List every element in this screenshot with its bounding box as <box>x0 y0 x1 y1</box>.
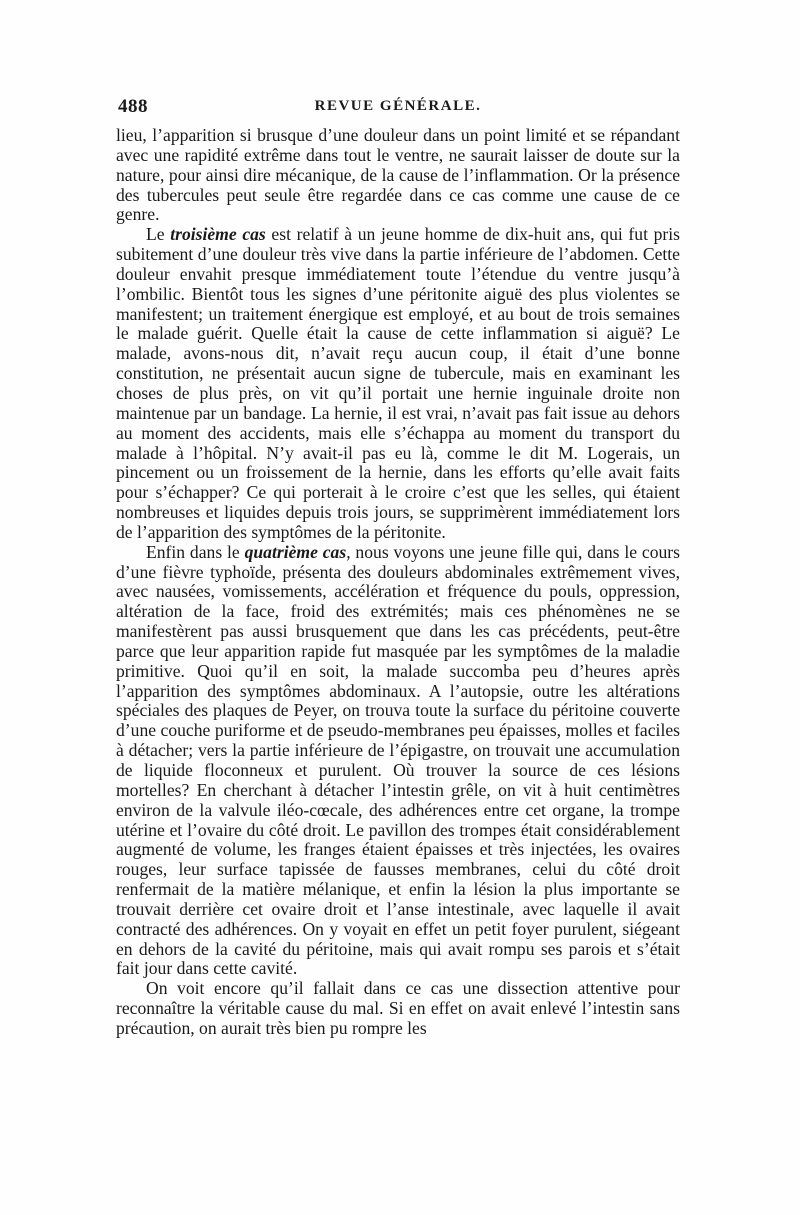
journal-title: REVUE GÉNÉRALE. <box>314 98 482 114</box>
case-heading-third: troisième cas <box>170 224 266 245</box>
article-body <box>116 126 680 1039</box>
paragraph-conclusion <box>116 979 680 1039</box>
case-heading-fourth: quatrième cas <box>244 541 347 562</box>
paragraph-text: On voit encore qu’il fallait dans ce cas une dissection attentive pour reconnaître la véritable cause du mal. Si en effet on avait enlevé l’intestin sans précaution, on aurait très bien pu rompre les <box>116 978 680 1038</box>
paragraph-text: , nous voyons une jeune fille qui, dans le cours d’une fièvre typhoïde, présenta des douleurs abdominales extrêmement vives, avec nausées, vomissements, accélération et fréquence du pouls, oppression, altération de la face, froid des extrémités; mais ces phénomènes ne se manifestèrent pas aussi brusquement que dans les cas précédents, peut-être parce que leur apparition rapide fut masquée par les symptômes de la maladie primitive. Quoi qu’il en soit, la malade succomba peu d’heures après l’apparition des symptômes abdominaux. A l’autopsie, outre les altérations spéciales des plaques de Peyer, on trouva toute la surface du péritoine couverte d’une couche puriforme et de pseudo-membranes peu épaisses, molles et faciles à détacher; vers la partie inférieure de l’épigastre, on trouvait une accumulation de liquide floconneux et purulent. Où trouver la source de ces lésions mortelles? En cherchant à détacher l’intestin grêle, on vit à huit centimètres environ de la valvule iléo-cœcale, des adhérences entre cet organe, la trompe utérine et l’ovaire du côté droit. Le pavillon des trompes était considérablement augmenté de volume, les franges étaient épaisses et très injectées, les ovaires rouges, leur surface tapissée de fausses membranes, celui du côté droit renfermait de la matière mélanique, et enfin la lésion la plus importante se trouvait derrière cet ovaire droit et l’anse intestinale, avec laquelle il avait contracté des adhérences. On y voyait en effet un petit foyer purulent, siégeant en dehors de la cavité du péritoine, mais qui avait rompu ses parois et s’était fait jour dans cette cavité. <box>116 541 681 979</box>
paragraph-lead: Le <box>146 224 171 245</box>
paragraph-third-case <box>116 225 680 543</box>
paragraph-text: lieu, l’apparition si brusque d’une douleur dans un point limité et se répandant avec une rapidité extrême dans tout le ventre, ne saurait laisser de doute sur la nature, pour ainsi dire mécanique, de la cause de l’inflammation. Or la présence des tubercules peut seule être regardée dans ce cas comme une cause de ce genre. <box>116 125 680 225</box>
paragraph-continuation <box>116 126 680 225</box>
running-head <box>118 96 678 120</box>
page-number: 488 <box>118 96 148 117</box>
paragraph-lead: Enfin dans le <box>146 541 245 562</box>
paragraph-fourth-case <box>116 543 680 980</box>
paragraph-text: est relatif à un jeune homme de dix-huit ans, qui fut pris subitement d’une douleur très vive dans la partie inférieure de l’abdomen. Cette douleur envahit presque immédiatement toute l’étendue du ventre jusqu’à l’ombilic. Bientôt tous les signes d’une péritonite aiguë des plus violentes se manifestent; un traitement énergique est employé, et au bout de trois semaines le malade guérit. Quelle était la cause de cette inflammation si aiguë? Le malade, avons-nous dit, n’avait reçu aucun coup, il était d’une bonne constitution, ne présentait aucun signe de tubercule, mais en examinant les choses de plus près, on vit qu’il portait une hernie inguinale droite non maintenue par un bandage. La hernie, il est vrai, n’avait pas fait issue au dehors au moment des accidents, mais elle s’échappa au moment du transport du malade à l’hôpital. N’y avait-il pas eu là, comme le dit M. Logerais, un pincement ou un froissement de la hernie, dans les efforts qu’elle avait faits pour s’échapper? Ce qui porterait à le croire c’est que les selles, qui étaient nombreuses et liquides depuis trois jours, se supprimèrent immédiatement lors de l’apparition des symptômes de la péritonite. <box>116 224 680 542</box>
